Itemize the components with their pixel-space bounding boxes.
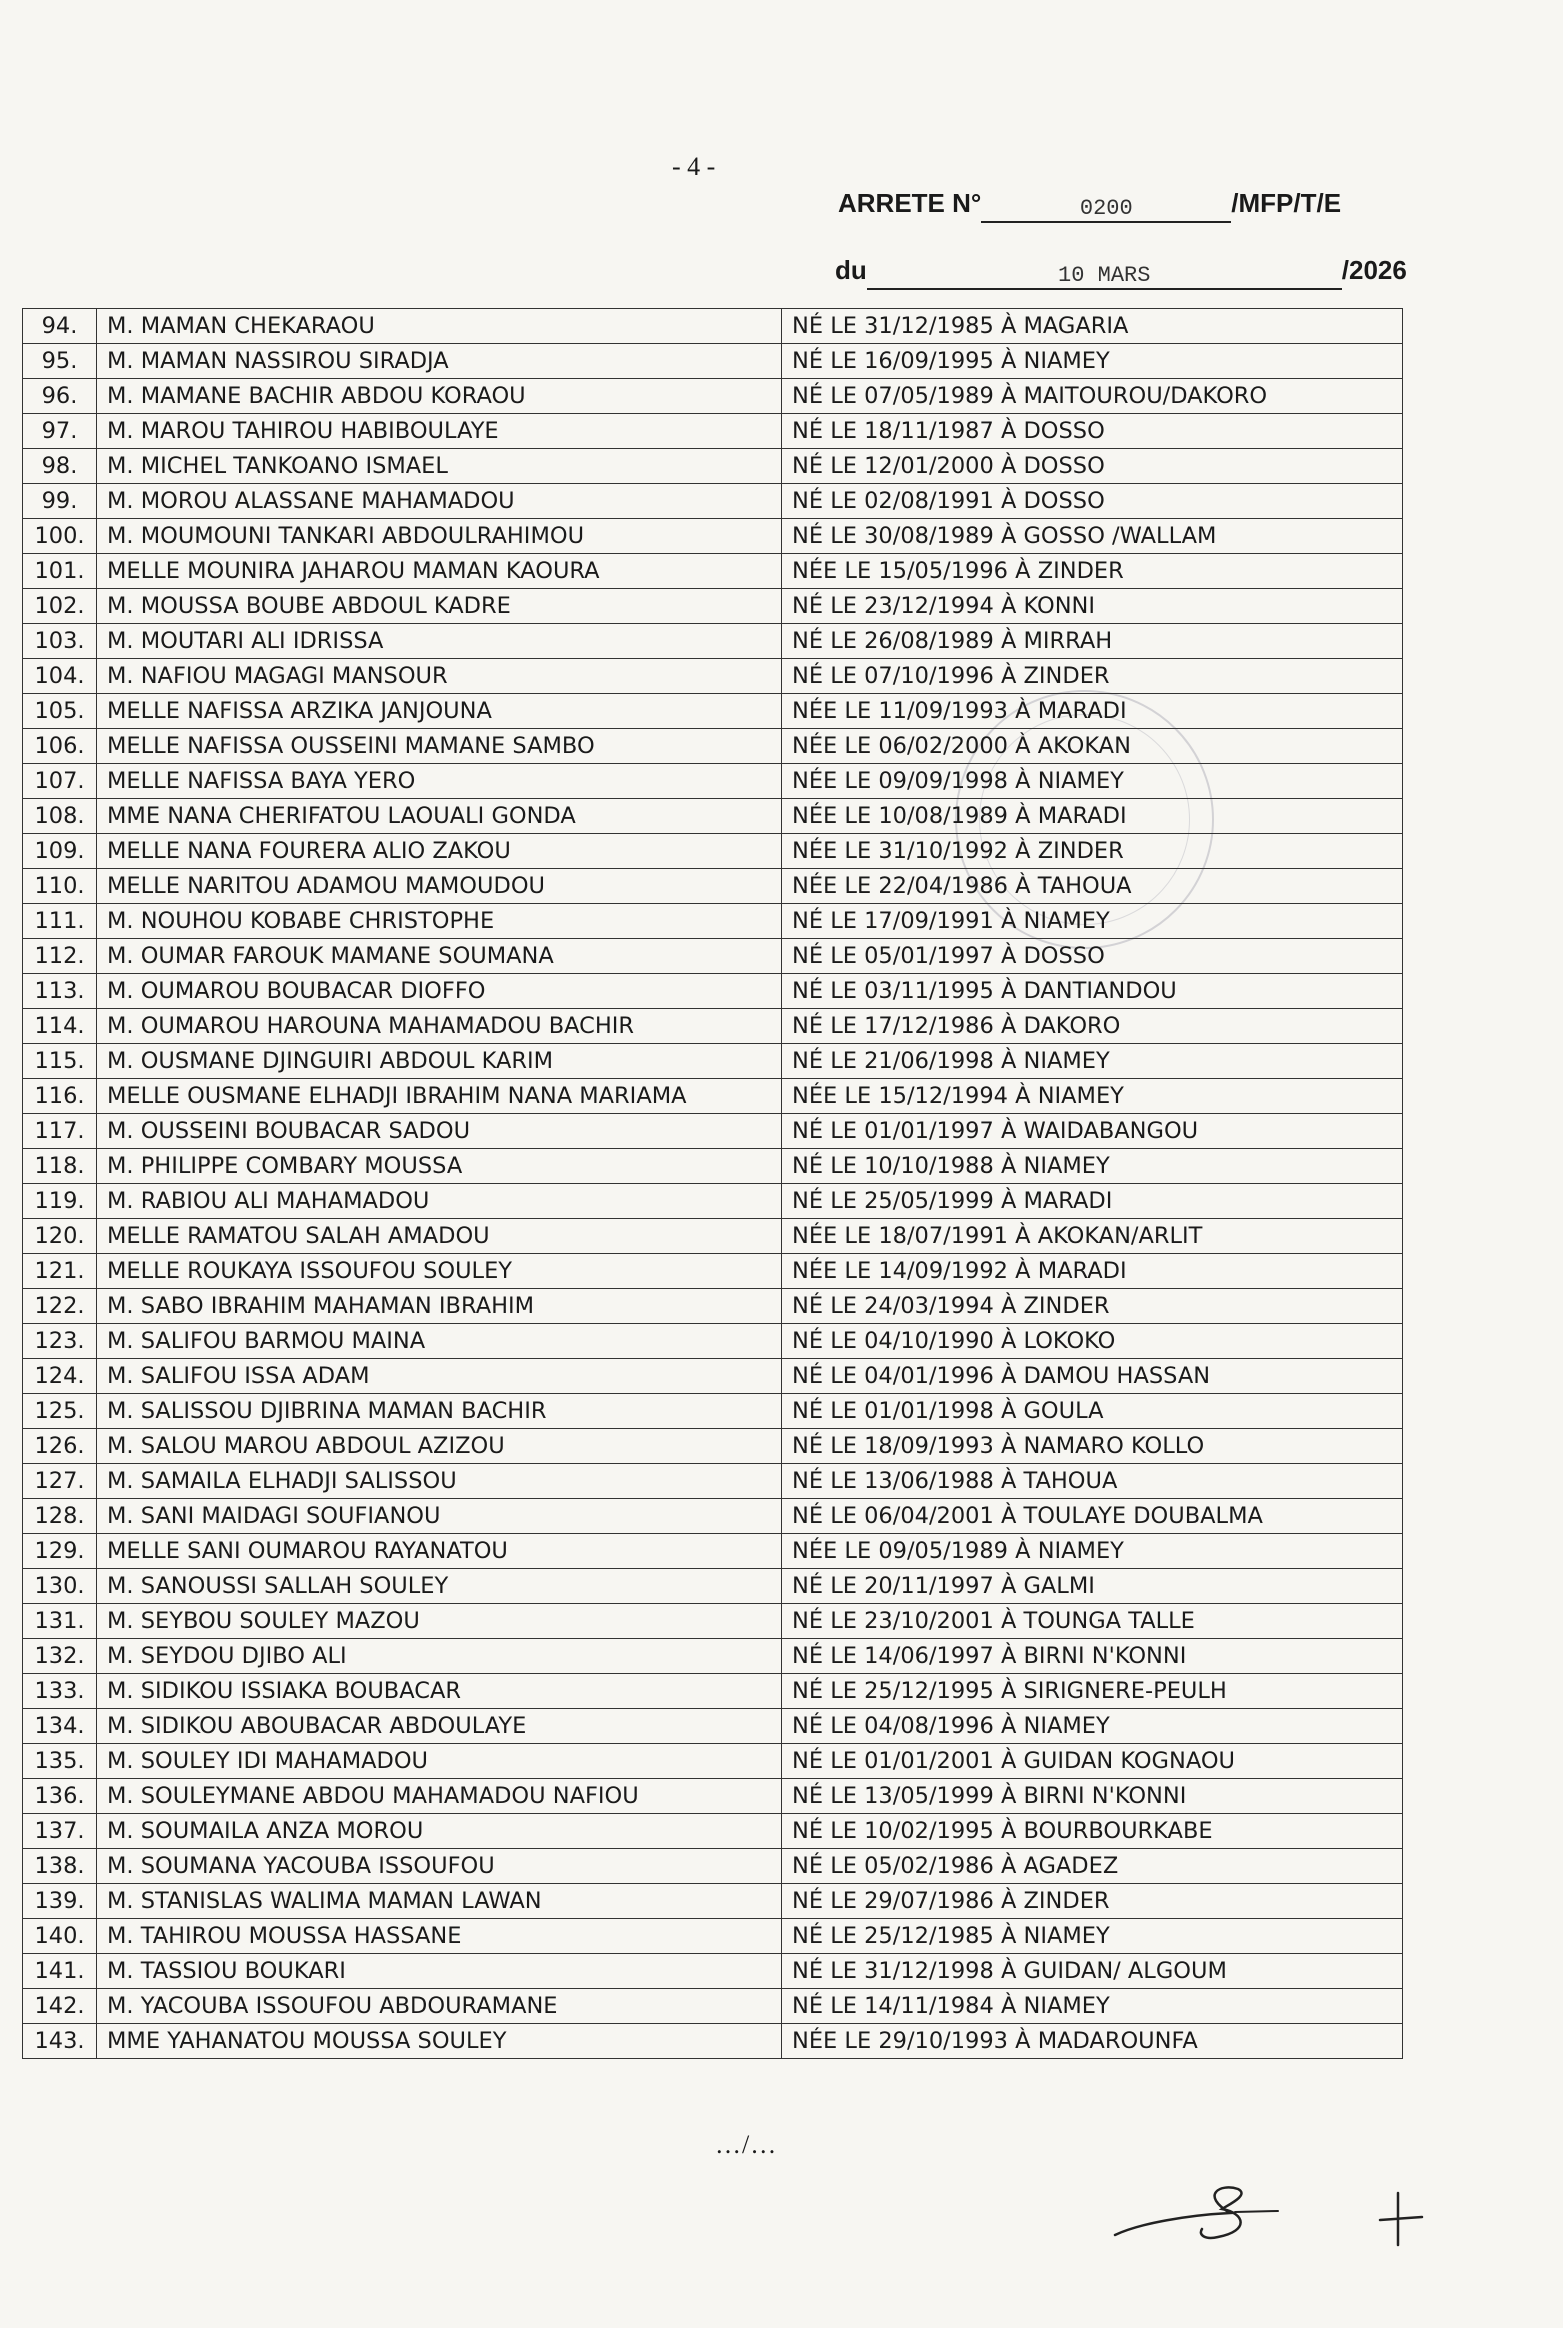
row-number: 110. xyxy=(23,869,97,904)
table-row xyxy=(23,1849,1403,1884)
row-number: 108. xyxy=(23,799,97,834)
person-name: M. TAHIROU MOUSSA HASSANE xyxy=(97,1919,782,1954)
birth-info: NÉ LE 18/11/1987 À DOSSO xyxy=(782,414,1403,449)
table-row xyxy=(23,1919,1403,1954)
person-name: M. OUSSEINI BOUBACAR SADOU xyxy=(97,1114,782,1149)
table-row xyxy=(23,1464,1403,1499)
row-number: 125. xyxy=(23,1394,97,1429)
birth-info: NÉE LE 11/09/1993 À MARADI xyxy=(782,694,1403,729)
table-row xyxy=(23,1884,1403,1919)
row-number: 126. xyxy=(23,1429,97,1464)
date-label: du xyxy=(835,255,867,285)
table-row xyxy=(23,1429,1403,1464)
row-number: 112. xyxy=(23,939,97,974)
table-row xyxy=(23,1044,1403,1079)
row-number: 104. xyxy=(23,659,97,694)
birth-info: NÉ LE 26/08/1989 À MIRRAH xyxy=(782,624,1403,659)
person-name: M. OUMAROU HAROUNA MAHAMADOU BACHIR xyxy=(97,1009,782,1044)
birth-info: NÉ LE 14/06/1997 À BIRNI N'KONNI xyxy=(782,1639,1403,1674)
table-row xyxy=(23,414,1403,449)
person-name: M. SEYBOU SOULEY MAZOU xyxy=(97,1604,782,1639)
row-number: 101. xyxy=(23,554,97,589)
table-row xyxy=(23,1149,1403,1184)
row-number: 109. xyxy=(23,834,97,869)
person-name: M. SANOUSSI SALLAH SOULEY xyxy=(97,1569,782,1604)
table-row xyxy=(23,904,1403,939)
date-year: /2026 xyxy=(1341,255,1407,285)
date-line xyxy=(835,255,1407,288)
row-number: 135. xyxy=(23,1744,97,1779)
person-name: M. MOROU ALASSANE MAHAMADOU xyxy=(97,484,782,519)
row-number: 134. xyxy=(23,1709,97,1744)
birth-info: NÉ LE 05/02/1986 À AGADEZ xyxy=(782,1849,1403,1884)
row-number: 127. xyxy=(23,1464,97,1499)
row-number: 117. xyxy=(23,1114,97,1149)
table-row xyxy=(23,1219,1403,1254)
person-name: M. OUMAR FAROUK MAMANE SOUMANA xyxy=(97,939,782,974)
birth-info: NÉ LE 04/01/1996 À DAMOU HASSAN xyxy=(782,1359,1403,1394)
person-name: MELLE OUSMANE ELHADJI IBRAHIM NANA MARIAMA xyxy=(97,1079,782,1114)
table-row xyxy=(23,519,1403,554)
table-row xyxy=(23,869,1403,904)
person-name: MELLE ROUKAYA ISSOUFOU SOULEY xyxy=(97,1254,782,1289)
person-name: M. SALOU MAROU ABDOUL AZIZOU xyxy=(97,1429,782,1464)
row-number: 111. xyxy=(23,904,97,939)
table-row xyxy=(23,1709,1403,1744)
row-number: 97. xyxy=(23,414,97,449)
continuation-mark: …/… xyxy=(715,2130,778,2159)
person-name: M. SALIFOU BARMOU MAINA xyxy=(97,1324,782,1359)
arrete-label: ARRETE N° xyxy=(838,188,982,218)
person-name: M. MOUMOUNI TANKARI ABDOULRAHIMOU xyxy=(97,519,782,554)
row-number: 120. xyxy=(23,1219,97,1254)
table-row xyxy=(23,1359,1403,1394)
person-name: M. NAFIOU MAGAGI MANSOUR xyxy=(97,659,782,694)
birth-info: NÉ LE 30/08/1989 À GOSSO /WALLAM xyxy=(782,519,1403,554)
row-number: 143. xyxy=(23,2024,97,2059)
person-name: M. RABIOU ALI MAHAMADOU xyxy=(97,1184,782,1219)
birth-info: NÉ LE 01/01/1998 À GOULA xyxy=(782,1394,1403,1429)
person-name: MELLE NARITOU ADAMOU MAMOUDOU xyxy=(97,869,782,904)
table-row xyxy=(23,1604,1403,1639)
table-row xyxy=(23,449,1403,484)
person-name: MELLE NAFISSA OUSSEINI MAMANE SAMBO xyxy=(97,729,782,764)
birth-info: NÉ LE 13/05/1999 À BIRNI N'KONNI xyxy=(782,1779,1403,1814)
birth-info: NÉ LE 18/09/1993 À NAMARO KOLLO xyxy=(782,1429,1403,1464)
table-row xyxy=(23,974,1403,1009)
table-row xyxy=(23,1009,1403,1044)
table-row xyxy=(23,1814,1403,1849)
row-number: 137. xyxy=(23,1814,97,1849)
table-row xyxy=(23,2024,1403,2059)
arrete-number: 0200 xyxy=(981,196,1231,223)
arrete-line xyxy=(838,188,1341,221)
person-name: M. MAMAN NASSIROU SIRADJA xyxy=(97,344,782,379)
nominee-table-body xyxy=(23,309,1403,2059)
person-name: M. MICHEL TANKOANO ISMAEL xyxy=(97,449,782,484)
row-number: 121. xyxy=(23,1254,97,1289)
row-number: 105. xyxy=(23,694,97,729)
table-row xyxy=(23,764,1403,799)
row-number: 140. xyxy=(23,1919,97,1954)
person-name: MELLE NAFISSA ARZIKA JANJOUNA xyxy=(97,694,782,729)
person-name: M. MOUSSA BOUBE ABDOUL KADRE xyxy=(97,589,782,624)
row-number: 98. xyxy=(23,449,97,484)
table-row xyxy=(23,659,1403,694)
birth-info: NÉ LE 04/10/1990 À LOKOKO xyxy=(782,1324,1403,1359)
birth-info: NÉ LE 24/03/1994 À ZINDER xyxy=(782,1289,1403,1324)
person-name: M. SANI MAIDAGI SOUFIANOU xyxy=(97,1499,782,1534)
signature-icon xyxy=(1100,2165,1460,2255)
table-row xyxy=(23,799,1403,834)
table-row xyxy=(23,1989,1403,2024)
signature-initials xyxy=(1100,2165,1460,2260)
row-number: 100. xyxy=(23,519,97,554)
row-number: 114. xyxy=(23,1009,97,1044)
birth-info: NÉ LE 23/12/1994 À KONNI xyxy=(782,589,1403,624)
person-name: M. YACOUBA ISSOUFOU ABDOURAMANE xyxy=(97,1989,782,2024)
person-name: M. STANISLAS WALIMA MAMAN LAWAN xyxy=(97,1884,782,1919)
table-row xyxy=(23,589,1403,624)
person-name: MELLE NANA FOURERA ALIO ZAKOU xyxy=(97,834,782,869)
person-name: M. SOUMAILA ANZA MOROU xyxy=(97,1814,782,1849)
row-number: 141. xyxy=(23,1954,97,1989)
person-name: M. NOUHOU KOBABE CHRISTOPHE xyxy=(97,904,782,939)
table-row xyxy=(23,1534,1403,1569)
birth-info: NÉ LE 31/12/1985 À MAGARIA xyxy=(782,309,1403,344)
birth-info: NÉE LE 29/10/1993 À MADAROUNFA xyxy=(782,2024,1403,2059)
table-row xyxy=(23,344,1403,379)
person-name: M. SIDIKOU ISSIAKA BOUBACAR xyxy=(97,1674,782,1709)
row-number: 119. xyxy=(23,1184,97,1219)
table-row xyxy=(23,1079,1403,1114)
birth-info: NÉ LE 07/05/1989 À MAITOUROU/DAKORO xyxy=(782,379,1403,414)
birth-info: NÉ LE 12/01/2000 À DOSSO xyxy=(782,449,1403,484)
table-row xyxy=(23,694,1403,729)
row-number: 128. xyxy=(23,1499,97,1534)
row-number: 99. xyxy=(23,484,97,519)
person-name: MELLE MOUNIRA JAHAROU MAMAN KAOURA xyxy=(97,554,782,589)
birth-info: NÉ LE 10/10/1988 À NIAMEY xyxy=(782,1149,1403,1184)
person-name: MELLE NAFISSA BAYA YERO xyxy=(97,764,782,799)
person-name: M. SOULEY IDI MAHAMADOU xyxy=(97,1744,782,1779)
row-number: 132. xyxy=(23,1639,97,1674)
birth-info: NÉE LE 06/02/2000 À AKOKAN xyxy=(782,729,1403,764)
row-number: 138. xyxy=(23,1849,97,1884)
person-name: MELLE SANI OUMAROU RAYANATOU xyxy=(97,1534,782,1569)
row-number: 129. xyxy=(23,1534,97,1569)
person-name: M. SOUMANA YACOUBA ISSOUFOU xyxy=(97,1849,782,1884)
birth-info: NÉ LE 01/01/2001 À GUIDAN KOGNAOU xyxy=(782,1744,1403,1779)
table-row xyxy=(23,1779,1403,1814)
table-row xyxy=(23,1254,1403,1289)
person-name: M. OUMAROU BOUBACAR DIOFFO xyxy=(97,974,782,1009)
person-name: M. SOULEYMANE ABDOU MAHAMADOU NAFIOU xyxy=(97,1779,782,1814)
birth-info: NÉ LE 29/07/1986 À ZINDER xyxy=(782,1884,1403,1919)
birth-info: NÉE LE 18/07/1991 À AKOKAN/ARLIT xyxy=(782,1219,1403,1254)
birth-info: NÉ LE 13/06/1988 À TAHOUA xyxy=(782,1464,1403,1499)
row-number: 118. xyxy=(23,1149,97,1184)
row-number: 116. xyxy=(23,1079,97,1114)
row-number: 95. xyxy=(23,344,97,379)
person-name: M. OUSMANE DJINGUIRI ABDOUL KARIM xyxy=(97,1044,782,1079)
person-name: M. TASSIOU BOUKARI xyxy=(97,1954,782,1989)
birth-info: NÉ LE 31/12/1998 À GUIDAN/ ALGOUM xyxy=(782,1954,1403,1989)
birth-info: NÉ LE 07/10/1996 À ZINDER xyxy=(782,659,1403,694)
row-number: 131. xyxy=(23,1604,97,1639)
table-row xyxy=(23,1499,1403,1534)
row-number: 107. xyxy=(23,764,97,799)
person-name: M. SABO IBRAHIM MAHAMAN IBRAHIM xyxy=(97,1289,782,1324)
table-row xyxy=(23,1954,1403,1989)
person-name: M. MAMANE BACHIR ABDOU KORAOU xyxy=(97,379,782,414)
person-name: M. SIDIKOU ABOUBACAR ABDOULAYE xyxy=(97,1709,782,1744)
birth-info: NÉE LE 15/12/1994 À NIAMEY xyxy=(782,1079,1403,1114)
person-name: M. SALISSOU DJIBRINA MAMAN BACHIR xyxy=(97,1394,782,1429)
birth-info: NÉ LE 23/10/2001 À TOUNGA TALLE xyxy=(782,1604,1403,1639)
row-number: 102. xyxy=(23,589,97,624)
person-name: M. SEYDOU DJIBO ALI xyxy=(97,1639,782,1674)
row-number: 115. xyxy=(23,1044,97,1079)
person-name: M. MAMAN CHEKARAOU xyxy=(97,309,782,344)
birth-info: NÉ LE 04/08/1996 À NIAMEY xyxy=(782,1709,1403,1744)
table-row xyxy=(23,1394,1403,1429)
row-number: 96. xyxy=(23,379,97,414)
date-value: 10 MARS xyxy=(867,263,1342,290)
birth-info: NÉE LE 10/08/1989 À MARADI xyxy=(782,799,1403,834)
table-row xyxy=(23,1744,1403,1779)
row-number: 133. xyxy=(23,1674,97,1709)
row-number: 106. xyxy=(23,729,97,764)
table-row xyxy=(23,554,1403,589)
birth-info: NÉ LE 14/11/1984 À NIAMEY xyxy=(782,1989,1403,2024)
table-row xyxy=(23,624,1403,659)
row-number: 139. xyxy=(23,1884,97,1919)
person-name: M. MAROU TAHIROU HABIBOULAYE xyxy=(97,414,782,449)
birth-info: NÉ LE 25/12/1995 À SIRIGNERE-PEULH xyxy=(782,1674,1403,1709)
table-row xyxy=(23,1569,1403,1604)
person-name: MELLE RAMATOU SALAH AMADOU xyxy=(97,1219,782,1254)
person-name: M. PHILIPPE COMBARY MOUSSA xyxy=(97,1149,782,1184)
birth-info: NÉE LE 15/05/1996 À ZINDER xyxy=(782,554,1403,589)
table-row xyxy=(23,834,1403,869)
table-row xyxy=(23,939,1403,974)
table-row xyxy=(23,1289,1403,1324)
row-number: 136. xyxy=(23,1779,97,1814)
row-number: 113. xyxy=(23,974,97,1009)
birth-info: NÉ LE 25/05/1999 À MARADI xyxy=(782,1184,1403,1219)
nominee-table xyxy=(22,308,1403,2059)
birth-info: NÉ LE 20/11/1997 À GALMI xyxy=(782,1569,1403,1604)
row-number: 130. xyxy=(23,1569,97,1604)
birth-info: NÉ LE 21/06/1998 À NIAMEY xyxy=(782,1044,1403,1079)
birth-info: NÉE LE 14/09/1992 À MARADI xyxy=(782,1254,1403,1289)
birth-info: NÉ LE 17/09/1991 À NIAMEY xyxy=(782,904,1403,939)
birth-info: NÉ LE 01/01/1997 À WAIDABANGOU xyxy=(782,1114,1403,1149)
table-row xyxy=(23,379,1403,414)
table-row xyxy=(23,1114,1403,1149)
arrete-suffix: /MFP/T/E xyxy=(1231,188,1342,218)
row-number: 122. xyxy=(23,1289,97,1324)
table-row xyxy=(23,729,1403,764)
table-row xyxy=(23,1639,1403,1674)
person-name: M. MOUTARI ALI IDRISSA xyxy=(97,624,782,659)
person-name: MME YAHANATOU MOUSSA SOULEY xyxy=(97,2024,782,2059)
row-number: 142. xyxy=(23,1989,97,2024)
birth-info: NÉE LE 09/09/1998 À NIAMEY xyxy=(782,764,1403,799)
person-name: M. SALIFOU ISSA ADAM xyxy=(97,1359,782,1394)
birth-info: NÉ LE 02/08/1991 À DOSSO xyxy=(782,484,1403,519)
birth-info: NÉ LE 25/12/1985 À NIAMEY xyxy=(782,1919,1403,1954)
table-row xyxy=(23,1184,1403,1219)
birth-info: NÉE LE 09/05/1989 À NIAMEY xyxy=(782,1534,1403,1569)
row-number: 123. xyxy=(23,1324,97,1359)
row-number: 103. xyxy=(23,624,97,659)
birth-info: NÉ LE 03/11/1995 À DANTIANDOU xyxy=(782,974,1403,1009)
table-row xyxy=(23,484,1403,519)
birth-info: NÉ LE 17/12/1986 À DAKORO xyxy=(782,1009,1403,1044)
page-number: - 4 - xyxy=(672,152,716,181)
row-number: 124. xyxy=(23,1359,97,1394)
birth-info: NÉ LE 06/04/2001 À TOULAYE DOUBALMA xyxy=(782,1499,1403,1534)
birth-info: NÉ LE 05/01/1997 À DOSSO xyxy=(782,939,1403,974)
person-name: M. SAMAILA ELHADJI SALISSOU xyxy=(97,1464,782,1499)
table-row xyxy=(23,309,1403,344)
birth-info: NÉ LE 16/09/1995 À NIAMEY xyxy=(782,344,1403,379)
table-row xyxy=(23,1674,1403,1709)
person-name: MME NANA CHERIFATOU LAOUALI GONDA xyxy=(97,799,782,834)
birth-info: NÉE LE 31/10/1992 À ZINDER xyxy=(782,834,1403,869)
row-number: 94. xyxy=(23,309,97,344)
table-row xyxy=(23,1324,1403,1359)
birth-info: NÉE LE 22/04/1986 À TAHOUA xyxy=(782,869,1403,904)
birth-info: NÉ LE 10/02/1995 À BOURBOURKABE xyxy=(782,1814,1403,1849)
